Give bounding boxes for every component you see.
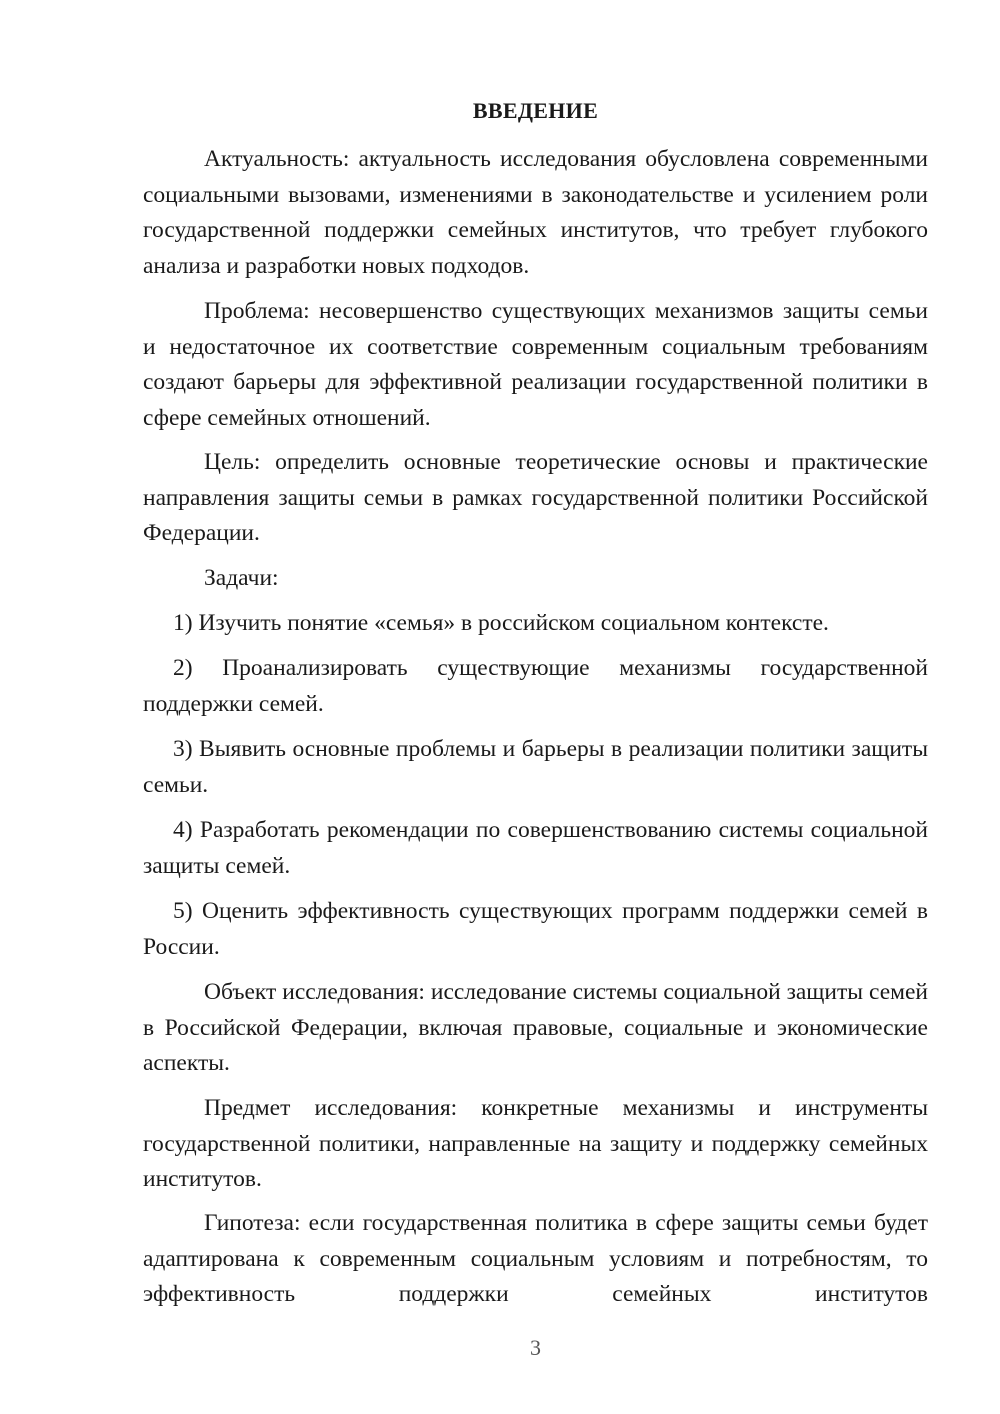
paragraph-subject: Предмет исследования: конкретные механизмы и инструменты государственной политики, направленные на защиту и поддержку семейных институтов. [143, 1095, 928, 1192]
tasks-heading: Задачи: [204, 565, 279, 591]
paragraph-goal: Цель: определить основные теоретические основы и практические направления защиты семьи в рамках государственной политики Российской Федерации. [143, 449, 928, 546]
task-item-1: 1) Изучить понятие «семья» в российском социальном контексте. [173, 610, 829, 636]
paragraph-hypothesis: Гипотеза: если государственная политика в сфере защиты семьи будет адаптирована к современным социальным условиям и потребностям, то эффективность поддержки семейных институтов [143, 1210, 928, 1307]
section-title: ВВЕДЕНИЕ [472, 98, 599, 123]
task-item-4: 4) Разработать рекомендации по совершенствованию системы социальной защиты семей. [143, 817, 928, 879]
task-item-2: 2) Проанализировать существующие механизмы государственной поддержки семей. [143, 655, 928, 717]
paragraph-object: Объект исследования: исследование системы социальной защиты семей в Российской Федерации, включая правовые, социальные и экономические аспекты. [143, 979, 928, 1076]
paragraph-problem: Проблема: несовершенство существующих механизмов защиты семьи и недостаточное их соответствие современным социальным требованиям создают барьеры для эффективной реализации государственной политики в сфере семейных отношений. [143, 298, 928, 431]
task-item-5: 5) Оценить эффективность существующих программ поддержки семей в России. [143, 898, 928, 960]
paragraph-relevance: Актуальность: актуальность исследования обусловлена современными социальными вызовами, изменениями в законодательстве и усилением роли государственной поддержки семейных институтов, что требует глубокого анализа и разработки новых подходов. [143, 146, 928, 279]
document-page [143, 0, 928, 1414]
task-item-3: 3) Выявить основные проблемы и барьеры в реализации политики защиты семьи. [143, 736, 928, 798]
page-number: 3 [530, 1335, 541, 1360]
